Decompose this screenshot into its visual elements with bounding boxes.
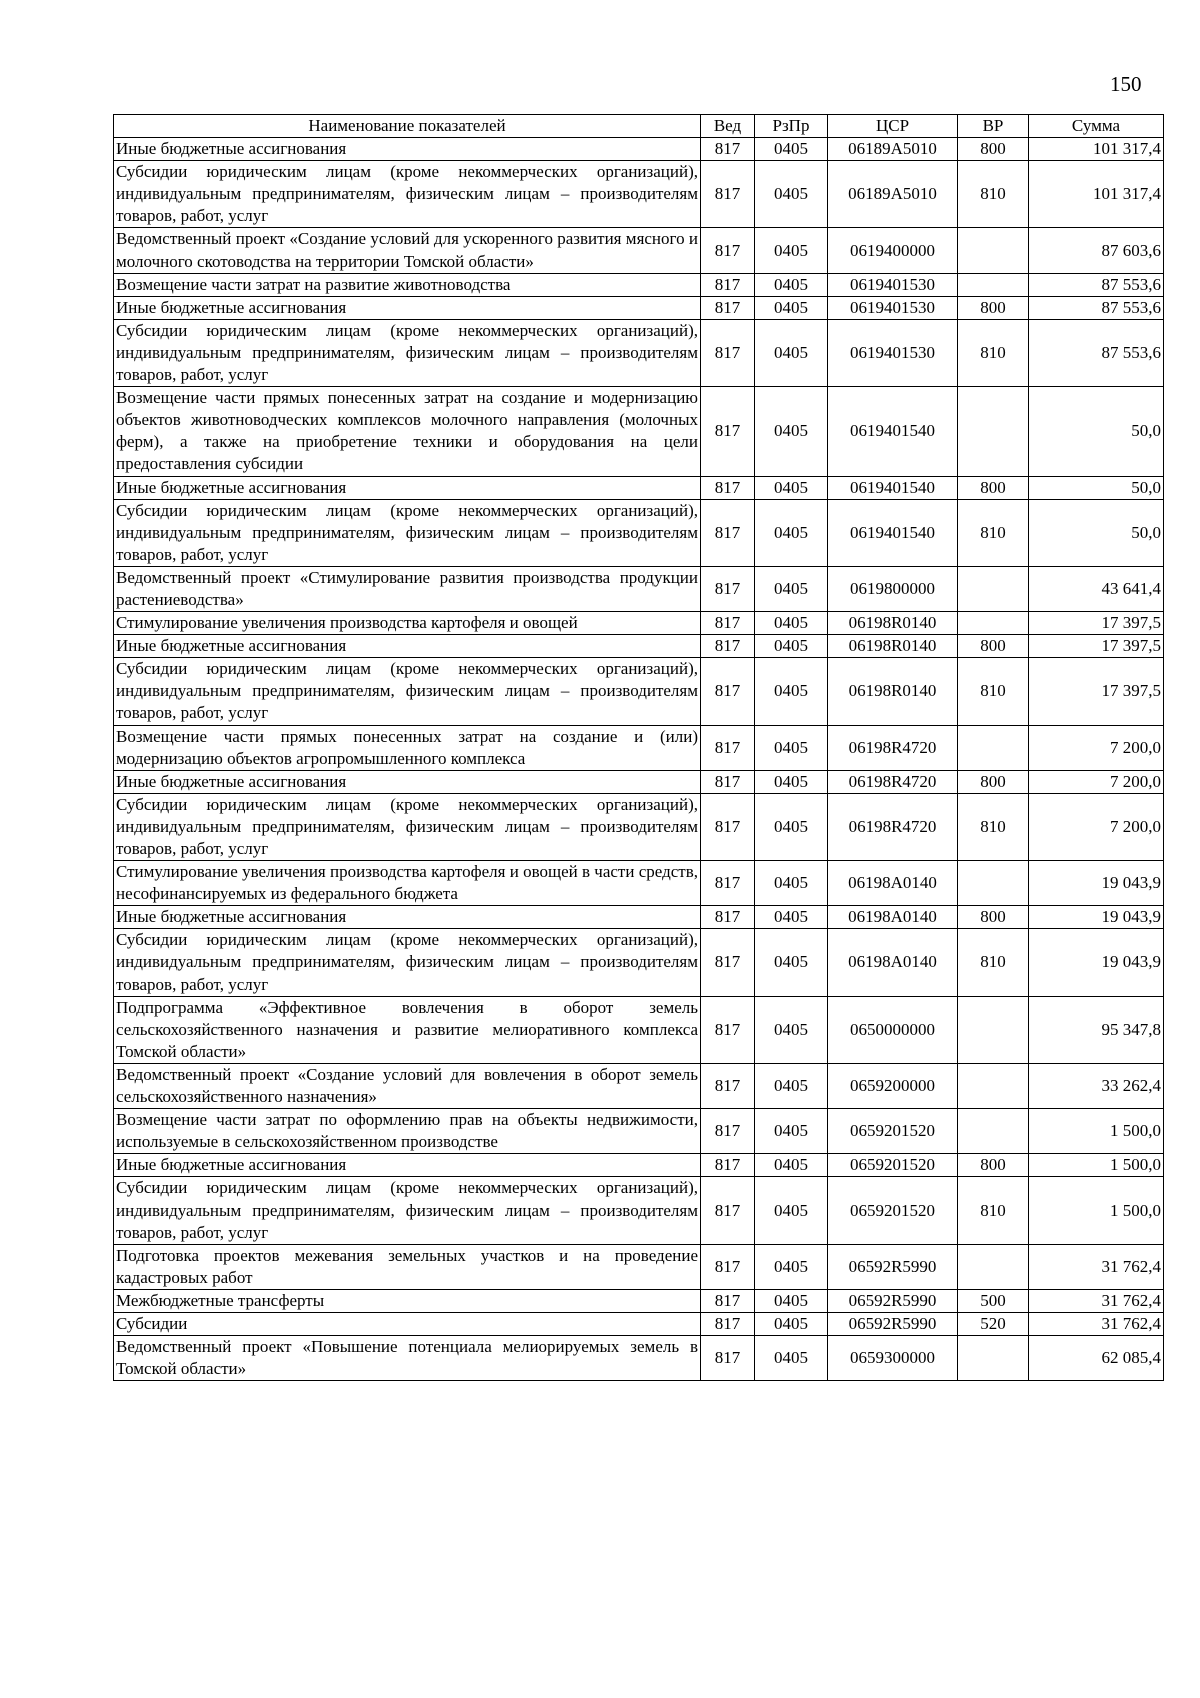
row-rzpr-cell: 0405 <box>755 1244 828 1289</box>
row-name-cell: Ведомственный проект «Стимулирование развития производства продукции растениеводства» <box>114 566 701 611</box>
row-csr-cell: 06198А0140 <box>828 861 958 906</box>
row-vr-cell <box>958 387 1029 476</box>
row-rzpr-cell: 0405 <box>755 1109 828 1154</box>
table-row <box>114 1154 1164 1177</box>
table-row <box>114 906 1164 929</box>
row-ved-cell: 817 <box>701 296 755 319</box>
row-name-cell: Подготовка проектов межевания земельных участков и на проведение кадастровых работ <box>114 1244 701 1289</box>
table-row <box>114 861 1164 906</box>
row-vr-cell <box>958 1109 1029 1154</box>
row-ved-cell: 817 <box>701 770 755 793</box>
row-vr-cell: 810 <box>958 161 1029 228</box>
page-number: 150 <box>1110 72 1142 96</box>
row-vr-cell: 810 <box>958 1177 1029 1244</box>
row-csr-cell: 0619400000 <box>828 228 958 273</box>
row-sum-cell: 50,0 <box>1029 499 1164 566</box>
row-name-cell: Субсидии <box>114 1312 701 1335</box>
row-vr-cell <box>958 725 1029 770</box>
row-sum-cell: 1 500,0 <box>1029 1154 1164 1177</box>
row-vr-cell: 800 <box>958 138 1029 161</box>
row-vr-cell <box>958 1336 1029 1381</box>
row-csr-cell: 06198А0140 <box>828 906 958 929</box>
row-name-cell: Иные бюджетные ассигнования <box>114 476 701 499</box>
row-sum-cell: 50,0 <box>1029 387 1164 476</box>
table-row <box>114 1336 1164 1381</box>
row-csr-cell: 06198R4720 <box>828 793 958 860</box>
row-csr-cell: 06592R5990 <box>828 1244 958 1289</box>
row-csr-cell: 06198R0140 <box>828 612 958 635</box>
table-row <box>114 138 1164 161</box>
row-csr-cell: 06198R4720 <box>828 770 958 793</box>
row-sum-cell: 87 553,6 <box>1029 296 1164 319</box>
row-ved-cell: 817 <box>701 906 755 929</box>
table-row <box>114 1289 1164 1312</box>
row-name-cell: Ведомственный проект «Повышение потенциала мелиорируемых земель в Томской области» <box>114 1336 701 1381</box>
row-csr-cell: 0659300000 <box>828 1336 958 1381</box>
table-row <box>114 1177 1164 1244</box>
row-name-cell: Субсидии юридическим лицам (кроме некоммерческих организаций), индивидуальным предпринимателям, физическим лицам – производителям товаров, работ, услуг <box>114 319 701 386</box>
row-vr-cell <box>958 1244 1029 1289</box>
row-vr-cell: 800 <box>958 296 1029 319</box>
row-name-cell: Иные бюджетные ассигнования <box>114 1154 701 1177</box>
row-name-cell: Возмещение части прямых понесенных затрат на создание и модернизацию объектов животноводческих комплексов молочного направления (молочных ферм), а также на приобретение техники и оборудования на цели предоставления субсидии <box>114 387 701 476</box>
col-header-csr: ЦСР <box>828 115 958 138</box>
row-name-cell: Субсидии юридическим лицам (кроме некоммерческих организаций), индивидуальным предпринимателям, физическим лицам – производителям товаров, работ, услуг <box>114 929 701 996</box>
row-csr-cell: 0619401530 <box>828 296 958 319</box>
row-sum-cell: 7 200,0 <box>1029 725 1164 770</box>
row-vr-cell <box>958 566 1029 611</box>
row-ved-cell: 817 <box>701 1177 755 1244</box>
col-header-rzpr: РзПр <box>755 115 828 138</box>
row-ved-cell: 817 <box>701 499 755 566</box>
row-ved-cell: 817 <box>701 161 755 228</box>
row-rzpr-cell: 0405 <box>755 296 828 319</box>
row-ved-cell: 817 <box>701 1109 755 1154</box>
row-csr-cell: 0659201520 <box>828 1177 958 1244</box>
table-row <box>114 929 1164 996</box>
row-name-cell: Возмещение части затрат по оформлению прав на объекты недвижимости, используемые в сельскохозяйственном производстве <box>114 1109 701 1154</box>
row-rzpr-cell: 0405 <box>755 635 828 658</box>
row-csr-cell: 06198А0140 <box>828 929 958 996</box>
table-row <box>114 296 1164 319</box>
row-ved-cell: 817 <box>701 929 755 996</box>
row-csr-cell: 06592R5990 <box>828 1312 958 1335</box>
row-name-cell: Субсидии юридическим лицам (кроме некоммерческих организаций), индивидуальным предпринимателям, физическим лицам – производителям товаров, работ, услуг <box>114 161 701 228</box>
row-vr-cell: 800 <box>958 476 1029 499</box>
table-row <box>114 387 1164 476</box>
row-sum-cell: 50,0 <box>1029 476 1164 499</box>
row-name-cell: Ведомственный проект «Создание условий для вовлечения в оборот земель сельскохозяйственного назначения» <box>114 1063 701 1108</box>
row-ved-cell: 817 <box>701 612 755 635</box>
table-row <box>114 635 1164 658</box>
row-ved-cell: 817 <box>701 861 755 906</box>
table-row <box>114 725 1164 770</box>
table-row <box>114 566 1164 611</box>
row-ved-cell: 817 <box>701 1336 755 1381</box>
row-name-cell: Субсидии юридическим лицам (кроме некоммерческих организаций), индивидуальным предпринимателям, физическим лицам – производителям товаров, работ, услуг <box>114 1177 701 1244</box>
row-vr-cell: 500 <box>958 1289 1029 1312</box>
row-sum-cell: 62 085,4 <box>1029 1336 1164 1381</box>
row-sum-cell: 33 262,4 <box>1029 1063 1164 1108</box>
row-rzpr-cell: 0405 <box>755 476 828 499</box>
row-ved-cell: 817 <box>701 1063 755 1108</box>
row-ved-cell: 817 <box>701 658 755 725</box>
row-vr-cell <box>958 273 1029 296</box>
row-vr-cell: 800 <box>958 770 1029 793</box>
table-row <box>114 319 1164 386</box>
row-vr-cell <box>958 1063 1029 1108</box>
row-rzpr-cell: 0405 <box>755 161 828 228</box>
row-sum-cell: 17 397,5 <box>1029 658 1164 725</box>
table-row <box>114 1244 1164 1289</box>
row-sum-cell: 19 043,9 <box>1029 906 1164 929</box>
col-header-sum: Сумма <box>1029 115 1164 138</box>
row-csr-cell: 06198R4720 <box>828 725 958 770</box>
row-csr-cell: 06189А5010 <box>828 161 958 228</box>
row-rzpr-cell: 0405 <box>755 906 828 929</box>
row-vr-cell: 810 <box>958 929 1029 996</box>
row-rzpr-cell: 0405 <box>755 1063 828 1108</box>
row-rzpr-cell: 0405 <box>755 725 828 770</box>
row-sum-cell: 17 397,5 <box>1029 635 1164 658</box>
row-name-cell: Субсидии юридическим лицам (кроме некоммерческих организаций), индивидуальным предпринимателям, физическим лицам – производителям товаров, работ, услуг <box>114 658 701 725</box>
row-csr-cell: 0659201520 <box>828 1154 958 1177</box>
row-rzpr-cell: 0405 <box>755 1312 828 1335</box>
col-header-vr: ВР <box>958 115 1029 138</box>
table-row <box>114 1109 1164 1154</box>
row-sum-cell: 19 043,9 <box>1029 929 1164 996</box>
row-name-cell: Стимулирование увеличения производства картофеля и овощей <box>114 612 701 635</box>
row-name-cell: Иные бюджетные ассигнования <box>114 770 701 793</box>
table-row <box>114 770 1164 793</box>
row-rzpr-cell: 0405 <box>755 1289 828 1312</box>
table-row <box>114 612 1164 635</box>
row-ved-cell: 817 <box>701 1154 755 1177</box>
table-row <box>114 1063 1164 1108</box>
row-csr-cell: 0619800000 <box>828 566 958 611</box>
row-vr-cell: 520 <box>958 1312 1029 1335</box>
row-name-cell: Иные бюджетные ассигнования <box>114 906 701 929</box>
row-name-cell: Возмещение части затрат на развитие животноводства <box>114 273 701 296</box>
row-ved-cell: 817 <box>701 138 755 161</box>
row-name-cell: Субсидии юридическим лицам (кроме некоммерческих организаций), индивидуальным предпринимателям, физическим лицам – производителям товаров, работ, услуг <box>114 499 701 566</box>
row-ved-cell: 817 <box>701 319 755 386</box>
row-vr-cell: 800 <box>958 906 1029 929</box>
row-vr-cell: 800 <box>958 1154 1029 1177</box>
row-rzpr-cell: 0405 <box>755 1177 828 1244</box>
row-sum-cell: 7 200,0 <box>1029 770 1164 793</box>
row-ved-cell: 817 <box>701 1244 755 1289</box>
row-vr-cell <box>958 861 1029 906</box>
table-row <box>114 476 1164 499</box>
row-vr-cell: 810 <box>958 658 1029 725</box>
row-name-cell: Ведомственный проект «Создание условий для ускоренного развития мясного и молочного скотоводства на территории Томской области» <box>114 228 701 273</box>
row-ved-cell: 817 <box>701 387 755 476</box>
row-name-cell: Подпрограмма «Эффективное вовлечения в оборот земель сельскохозяйственного назначения и развитие мелиоративного комплекса Томской области» <box>114 996 701 1063</box>
row-sum-cell: 19 043,9 <box>1029 861 1164 906</box>
row-csr-cell: 0659200000 <box>828 1063 958 1108</box>
row-csr-cell: 0619401540 <box>828 476 958 499</box>
table-row <box>114 499 1164 566</box>
row-sum-cell: 87 553,6 <box>1029 319 1164 386</box>
row-csr-cell: 0619401530 <box>828 273 958 296</box>
row-ved-cell: 817 <box>701 1289 755 1312</box>
row-sum-cell: 31 762,4 <box>1029 1244 1164 1289</box>
row-csr-cell: 0650000000 <box>828 996 958 1063</box>
row-name-cell: Межбюджетные трансферты <box>114 1289 701 1312</box>
row-rzpr-cell: 0405 <box>755 273 828 296</box>
row-csr-cell: 0659201520 <box>828 1109 958 1154</box>
row-rzpr-cell: 0405 <box>755 319 828 386</box>
row-rzpr-cell: 0405 <box>755 1154 828 1177</box>
table-header-row <box>114 115 1164 138</box>
row-csr-cell: 06198R0140 <box>828 658 958 725</box>
row-ved-cell: 817 <box>701 996 755 1063</box>
row-ved-cell: 817 <box>701 566 755 611</box>
row-rzpr-cell: 0405 <box>755 770 828 793</box>
row-name-cell: Возмещение части прямых понесенных затрат на создание и (или) модернизацию объектов агропромышленного комплекса <box>114 725 701 770</box>
row-name-cell: Субсидии юридическим лицам (кроме некоммерческих организаций), индивидуальным предпринимателям, физическим лицам – производителям товаров, работ, услуг <box>114 793 701 860</box>
row-rzpr-cell: 0405 <box>755 138 828 161</box>
row-vr-cell <box>958 612 1029 635</box>
row-sum-cell: 1 500,0 <box>1029 1109 1164 1154</box>
table-row <box>114 273 1164 296</box>
row-csr-cell: 0619401540 <box>828 387 958 476</box>
row-rzpr-cell: 0405 <box>755 658 828 725</box>
row-name-cell: Иные бюджетные ассигнования <box>114 138 701 161</box>
row-sum-cell: 95 347,8 <box>1029 996 1164 1063</box>
row-sum-cell: 101 317,4 <box>1029 161 1164 228</box>
row-rzpr-cell: 0405 <box>755 612 828 635</box>
row-sum-cell: 31 762,4 <box>1029 1289 1164 1312</box>
row-sum-cell: 31 762,4 <box>1029 1312 1164 1335</box>
row-sum-cell: 1 500,0 <box>1029 1177 1164 1244</box>
row-rzpr-cell: 0405 <box>755 566 828 611</box>
table-row <box>114 228 1164 273</box>
row-csr-cell: 0619401540 <box>828 499 958 566</box>
row-name-cell: Стимулирование увеличения производства картофеля и овощей в части средств, несофинансируемых из федерального бюджета <box>114 861 701 906</box>
row-vr-cell: 810 <box>958 499 1029 566</box>
col-header-name: Наименование показателей <box>114 115 701 138</box>
row-ved-cell: 817 <box>701 635 755 658</box>
row-name-cell: Иные бюджетные ассигнования <box>114 635 701 658</box>
row-vr-cell: 810 <box>958 793 1029 860</box>
row-rzpr-cell: 0405 <box>755 499 828 566</box>
row-rzpr-cell: 0405 <box>755 996 828 1063</box>
table-row <box>114 658 1164 725</box>
budget-table <box>113 114 1164 1381</box>
row-vr-cell <box>958 996 1029 1063</box>
row-rzpr-cell: 0405 <box>755 228 828 273</box>
row-ved-cell: 817 <box>701 476 755 499</box>
row-rzpr-cell: 0405 <box>755 1336 828 1381</box>
row-ved-cell: 817 <box>701 273 755 296</box>
table-row <box>114 793 1164 860</box>
row-rzpr-cell: 0405 <box>755 387 828 476</box>
row-csr-cell: 06198R0140 <box>828 635 958 658</box>
table-row <box>114 161 1164 228</box>
row-ved-cell: 817 <box>701 228 755 273</box>
row-csr-cell: 06189А5010 <box>828 138 958 161</box>
row-sum-cell: 87 553,6 <box>1029 273 1164 296</box>
col-header-ved: Вед <box>701 115 755 138</box>
row-ved-cell: 817 <box>701 1312 755 1335</box>
row-vr-cell <box>958 228 1029 273</box>
row-sum-cell: 101 317,4 <box>1029 138 1164 161</box>
row-csr-cell: 06592R5990 <box>828 1289 958 1312</box>
table-row <box>114 1312 1164 1335</box>
row-ved-cell: 817 <box>701 793 755 860</box>
row-sum-cell: 43 641,4 <box>1029 566 1164 611</box>
table-row <box>114 996 1164 1063</box>
row-name-cell: Иные бюджетные ассигнования <box>114 296 701 319</box>
row-sum-cell: 7 200,0 <box>1029 793 1164 860</box>
row-rzpr-cell: 0405 <box>755 929 828 996</box>
row-rzpr-cell: 0405 <box>755 793 828 860</box>
row-vr-cell: 800 <box>958 635 1029 658</box>
row-sum-cell: 17 397,5 <box>1029 612 1164 635</box>
row-sum-cell: 87 603,6 <box>1029 228 1164 273</box>
row-vr-cell: 810 <box>958 319 1029 386</box>
row-ved-cell: 817 <box>701 725 755 770</box>
row-csr-cell: 0619401530 <box>828 319 958 386</box>
row-rzpr-cell: 0405 <box>755 861 828 906</box>
